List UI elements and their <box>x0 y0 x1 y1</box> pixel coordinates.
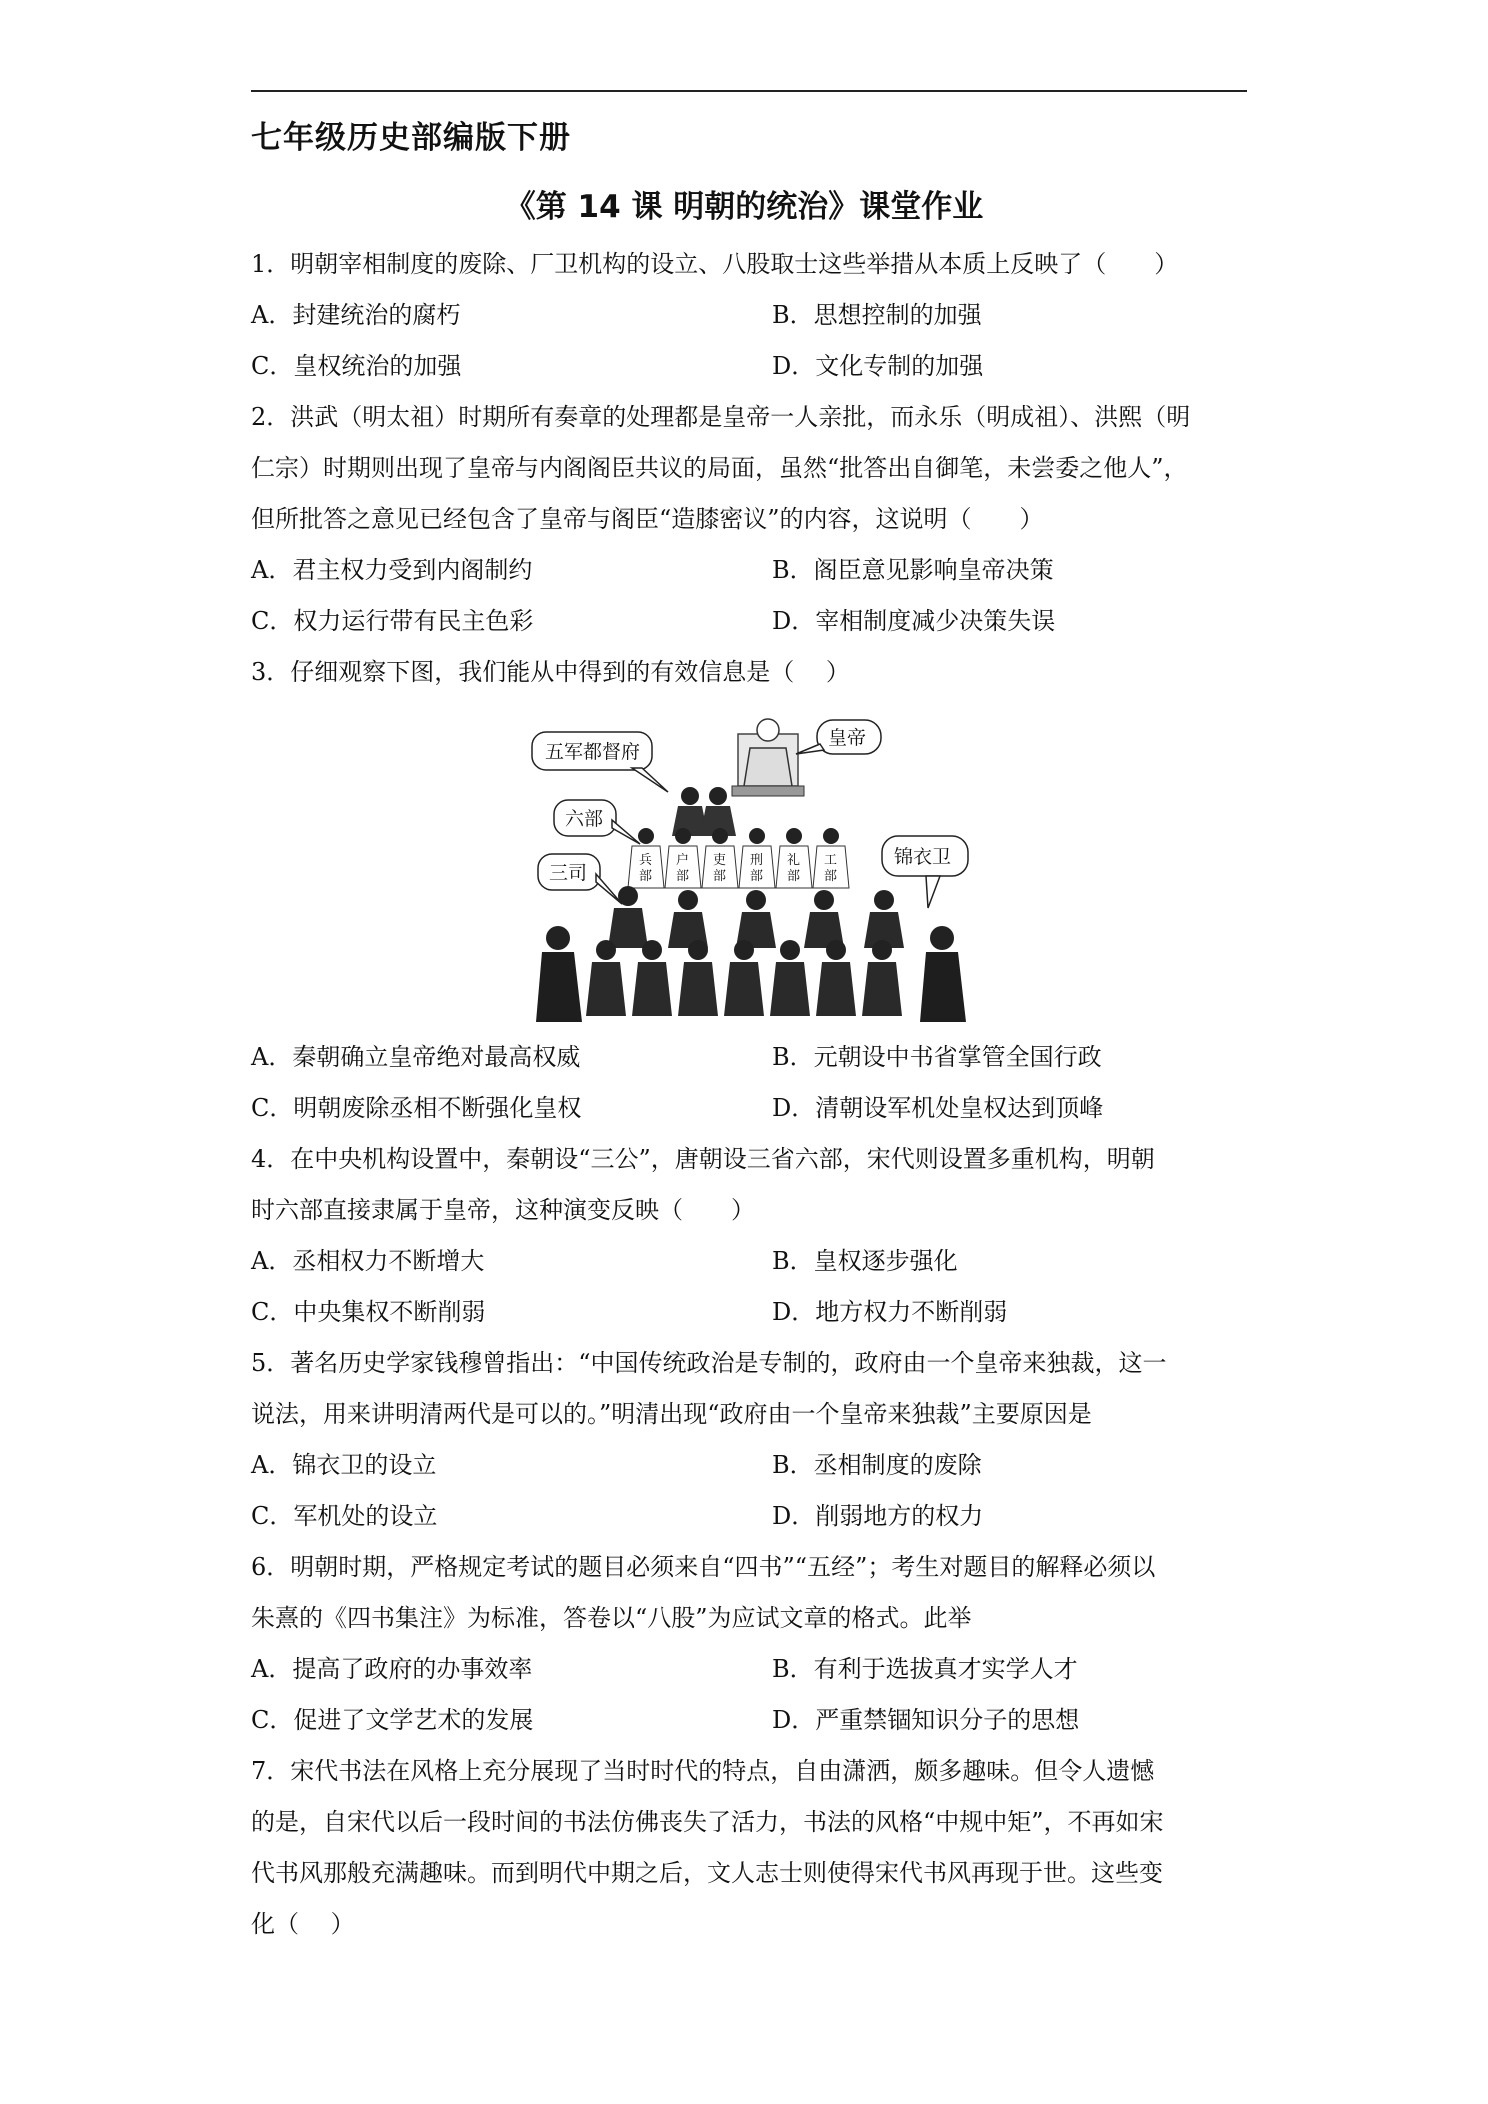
question-4-line: 4．在中央机构设置中，秦朝设“三公”，唐朝设三省六部，宋代则设置多重机构，明朝 <box>251 1145 1155 1173</box>
question-4-line: 时六部直接隶属于皇帝，这种演变反映（ ） <box>251 1196 755 1224</box>
question-2-line: 仁宗）时期则出现了皇帝与内阁阁臣共议的局面，虽然“批答出自御笔，未尝委之他人”， <box>251 454 1188 482</box>
question-1-option-d: D．文化专制的加强 <box>772 352 984 380</box>
jinyiwei-label: 锦衣卫 <box>894 846 952 868</box>
ministry-tier <box>628 828 849 888</box>
ministry-li-char2: 部 <box>713 869 727 884</box>
ministry-li-rites <box>776 828 812 888</box>
question-4-option-a: A．丞相权力不断增大 <box>251 1247 485 1275</box>
question-3-option-b: B．元朝设中书省掌管全国行政 <box>772 1043 1102 1071</box>
header-rule <box>251 90 1247 92</box>
grade-header: 七年级历史部编版下册 <box>251 120 571 156</box>
ministry-li-rites-char2: 部 <box>787 869 801 884</box>
question-5-option-a: A．锦衣卫的设立 <box>251 1451 437 1479</box>
question-1-option-c: C．皇权统治的加强 <box>251 352 462 380</box>
ministry-gong-char1: 工 <box>824 853 838 868</box>
question-6-option-b: B．有利于选拔真才实学人才 <box>772 1655 1078 1683</box>
six-ministries-callout <box>554 800 640 844</box>
question-2-line: 但所批答之意见已经包含了皇帝与阁臣“造膝密议”的内容，这说明（ ） <box>251 505 1044 533</box>
question-2-line: 2．洪武（明太祖）时期所有奏章的处理都是皇帝一人亲批，而永乐（明成祖）、洪熙（明 <box>251 403 1191 431</box>
five-armies-label: 五军都督府 <box>545 741 641 763</box>
emperor-callout <box>796 720 881 754</box>
question-1-option-a: A．封建统治的腐朽 <box>251 301 461 329</box>
question-6-option-a: A．提高了政府的办事效率 <box>251 1655 533 1683</box>
question-6-option-c: C．促进了文学艺术的发展 <box>251 1706 534 1734</box>
question-2-option-a: A．君主权力受到内阁制约 <box>251 556 533 584</box>
question-4-option-c: C．中央集权不断削弱 <box>251 1298 486 1326</box>
question-5-option-c: C．军机处的设立 <box>251 1502 438 1530</box>
question-3-option-d: D．清朝设军机处皇权达到顶峰 <box>772 1094 1104 1122</box>
ministry-bing-char1: 兵 <box>639 853 653 868</box>
five-armies-callout <box>532 732 668 792</box>
question-4-option-b: B．皇权逐步强化 <box>772 1247 958 1275</box>
three-si-callout <box>538 854 622 904</box>
question-2-option-d: D．宰相制度减少决策失误 <box>772 607 1056 635</box>
emperor-figure <box>732 719 804 796</box>
question-1-option-b: B．思想控制的加强 <box>772 301 982 329</box>
question-3-line: 3．仔细观察下图，我们能从中得到的有效信息是（ ） <box>251 658 850 686</box>
ministry-li-char1: 吏 <box>713 853 727 868</box>
ministry-gong <box>813 828 849 888</box>
question-2-option-c: C．权力运行带有民主色彩 <box>251 607 534 635</box>
question-7-line: 代书风那般充满趣味。而到明代中期之后，文人志士则使得宋代书风再现于世。这些变 <box>251 1859 1163 1887</box>
ministry-gong-char2: 部 <box>824 869 838 884</box>
ministry-bing <box>628 828 664 888</box>
ministry-li <box>702 828 738 888</box>
ministry-xing-char2: 部 <box>750 869 764 884</box>
question-6-option-d: D．严重禁锢知识分子的思想 <box>772 1706 1080 1734</box>
ministry-hu-char2: 部 <box>676 869 690 884</box>
three-si-label: 三司 <box>549 862 588 884</box>
question-7-line: 化（ ） <box>251 1910 355 1938</box>
question-5-line: 说法，用来讲明清两代是可以的。”明清出现“政府由一个皇帝来独裁”主要原因是 <box>251 1400 1092 1428</box>
question-7-line: 的是，自宋代以后一段时间的书法仿佛丧失了活力，书法的风格“中规中矩”，不再如宋 <box>251 1808 1164 1836</box>
jinyiwei-callout <box>882 836 968 908</box>
question-3-option-a: A．秦朝确立皇帝绝对最高权威 <box>251 1043 581 1071</box>
ministry-bing-char2: 部 <box>639 869 653 884</box>
emperor-label: 皇帝 <box>828 727 867 749</box>
question-6-line: 6．明朝时期，严格规定考试的题目必须来自“四书”“五经”；考生对题目的解释必须以 <box>251 1553 1156 1581</box>
ministry-xing <box>739 828 775 888</box>
question-4-option-d: D．地方权力不断削弱 <box>772 1298 1008 1326</box>
question-7-line: 7．宋代书法在风格上充分展现了当时时代的特点，自由潇洒，颇多趣味。但令人遗憾 <box>251 1757 1155 1785</box>
ministry-li-rites-char1: 礼 <box>787 853 801 868</box>
question-2-option-b: B．阁臣意见影响皇帝决策 <box>772 556 1054 584</box>
worksheet-title: 《第 14 课 明朝的统治》课堂作业 <box>504 189 984 225</box>
ministry-xing-char1: 刑 <box>750 853 764 868</box>
ministry-hu-char1: 户 <box>676 853 690 868</box>
question-3-option-c: C．明朝废除丞相不断强化皇权 <box>251 1094 582 1122</box>
question-5-option-d: D．削弱地方的权力 <box>772 1502 984 1530</box>
question-6-line: 朱熹的《四书集注》为标准，答卷以“八股”为应试文章的格式。此举 <box>251 1604 972 1632</box>
question-1-line: 1．明朝宰相制度的废除、厂卫机构的设立、八股取士这些举措从本质上反映了（ ） <box>251 250 1179 278</box>
six-ministries-label: 六部 <box>565 808 604 830</box>
ministry-hu <box>665 828 701 888</box>
third-tier-officials <box>608 886 904 948</box>
ming-government-figure <box>528 712 990 1027</box>
question-5-option-b: B．丞相制度的废除 <box>772 1451 982 1479</box>
question-5-line: 5．著名历史学家钱穆曾指出：“中国传统政治是专制的，政府由一个皇帝来独裁，这一 <box>251 1349 1167 1377</box>
